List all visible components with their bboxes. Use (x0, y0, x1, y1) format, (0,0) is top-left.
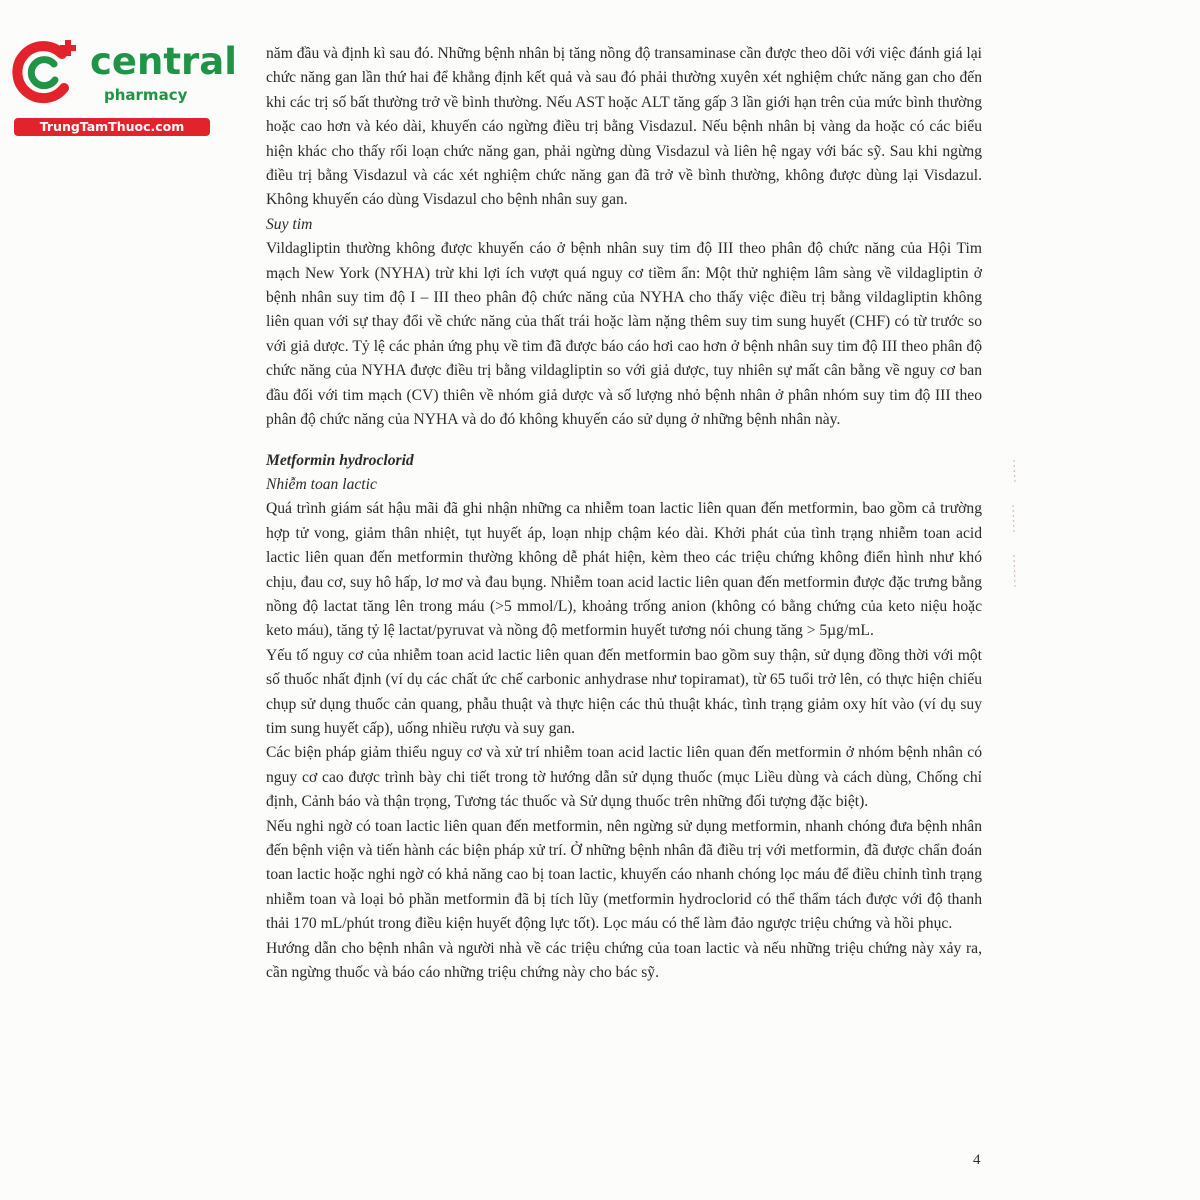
pharmacy-logo-icon (10, 36, 82, 108)
paragraph-risk-mitigation: Các biện pháp giảm thiểu nguy cơ và xử trí nhiễm toan acid lactic liên quan đến metformin ở nhóm bệnh nhân có nguy cơ cao được trình bày chi tiết trong tờ hướng dẫn sử dụng thuốc (mục Liều dùng và cách dùng, Chống chỉ định, Cảnh báo và thận trọng, Tương tác thuốc và Sử dụng thuốc trên những đối tượng đặc biệt). (266, 744, 982, 811)
paragraph-lactic-acidosis-overview: Quá trình giám sát hậu mãi đã ghi nhận những ca nhiễm toan lactic liên quan đến metformin, bao gồm cả trường hợp tử vong, giảm thân nhiệt, tụt huyết áp, loạn nhịp chậm kéo dài. Khởi phát của tình trạng nhiễm toan acid lactic liên quan đến metformin thường không dễ phát hiện, kèm theo các triệu chứng không điển hình như khó chịu, đau cơ, suy hô hấp, lơ mơ và đau bụng. Nhiễm toan acid lactic liên quan đến metformin được đặc trưng bằng nồng độ lactat tăng lên trong máu (>5 mmol/L), khoảng trống anion (không có bằng chứng của keto niệu hoặc keto máu), tăng tỷ lệ lactat/pyruvat và nồng độ metformin huyết tương nói chung tăng > 5µg/mL. (266, 500, 982, 640)
heading-lactic-acidosis: Nhiễm toan lactic (266, 475, 377, 493)
page-number: 4 (973, 1152, 981, 1168)
logo-subtitle: pharmacy (104, 86, 188, 104)
scan-artifact-marks (1008, 455, 1020, 595)
heading-metformin: Metformin hydroclorid (266, 451, 414, 469)
paragraph-management: Nếu nghi ngờ có toan lactic liên quan đến metformin, nên ngừng sử dụng metformin, nhanh chóng đưa bệnh nhân đến bệnh viện và tiến hành các biện pháp xử trí. Ở những bệnh nhân đã điều trị với metformin, đã được chẩn đoán toan lactic hoặc nghi ngờ có khả năng cao bị toan lactic, khuyến cáo nhanh chóng lọc máu để điều chỉnh tình trạng nhiễm toan và loại bỏ phần metformin đã bị tích lũy (metformin hydroclorid có thể thẩm tách được với độ thanh thải 170 mL/phút trong điều kiện huyết động lực tốt). Lọc máu có thể làm đảo ngược triệu chứng và hồi phục. (266, 817, 982, 933)
paragraph-risk-factors: Yếu tố nguy cơ của nhiễm toan acid lactic liên quan đến metformin bao gồm suy thận, sử dụng đồng thời với một số thuốc nhất định (ví dụ các chất ức chế carbonic anhydrase như topiramat), từ 65 tuổi trở lên, có thực hiện chiếu chụp sử dụng thuốc cản quang, phẫu thuật và thực hiện các thủ thuật khác, tình trạng giảm oxy hít vào (ví dụ suy tim sung huyết cấp), uống nhiều rượu và suy gan. (266, 646, 982, 737)
logo-wordmark: central (90, 40, 237, 83)
central-pharmacy-logo[interactable] (10, 32, 237, 137)
paragraph-patient-guidance: Hướng dẫn cho bệnh nhân và người nhà về các triệu chứng của toan lactic và nếu những triệu chứng này xảy ra, cần ngừng thuốc và báo cáo những triệu chứng này cho bác sỹ. (266, 939, 982, 982)
paragraph-liver-monitoring: năm đầu và định kì sau đó. Những bệnh nhân bị tăng nồng độ transaminase cần được theo dõi với việc đánh giá lại chức năng gan lần thứ hai để khẳng định kết quả và sau đó phải thường xuyên xét nghiệm chức năng gan cho đến khi các trị số bất thường trở về bình thường. Nếu AST hoặc ALT tăng gấp 3 lần giới hạn trên của mức bình thường hoặc cao hơn và kéo dài, khuyến cáo ngừng điều trị bằng Visdazul. Nếu bệnh nhân bị vàng da hoặc có các biểu hiện khác cho thấy rối loạn chức năng gan, phải ngừng dùng Visdazul và liên hệ ngay với bác sỹ. Sau khi ngừng điều trị bằng Visdazul và các xét nghiệm chức năng gan đã trở về bình thường, không được dùng lại Visdazul. Không khuyến cáo dùng Visdazul cho bệnh nhân suy gan. (266, 45, 982, 209)
document-body (266, 42, 982, 985)
paragraph-heart-failure: Vildagliptin thường không được khuyến cáo ở bệnh nhân suy tim độ III theo phân độ chức năng của Hội Tim mạch New York (NYHA) trừ khi lợi ích vượt quá nguy cơ tiềm ẩn: Một thử nghiệm lâm sàng về vildagliptin ở bệnh nhân suy tim độ I – III theo phân độ chức năng của NYHA cho thấy việc điều trị bằng vildagliptin không liên quan với sự thay đổi về chức năng của thất trái hoặc làm nặng thêm suy tim sung huyết (CHF) có từ trước so với giả dược. Tỷ lệ các phản ứng phụ về tim đã được báo cáo hơi cao hơn ở bệnh nhân suy tim độ III theo phân độ chức năng của NYHA được điều trị bằng vildagliptin so với giả dược, tuy nhiên sự mất cân bằng về nguy cơ ban đầu đối với tim mạch (CV) thiên về nhóm giả dược và số lượng nhỏ bệnh nhân ở phân nhóm suy tim độ III theo phân độ chức năng của NYHA và do đó không khuyến cáo sử dụng ở những bệnh nhân này. (266, 240, 982, 429)
logo-site-banner: TrungTamThuoc.com (14, 118, 210, 136)
heading-heart-failure: Suy tim (266, 215, 313, 233)
